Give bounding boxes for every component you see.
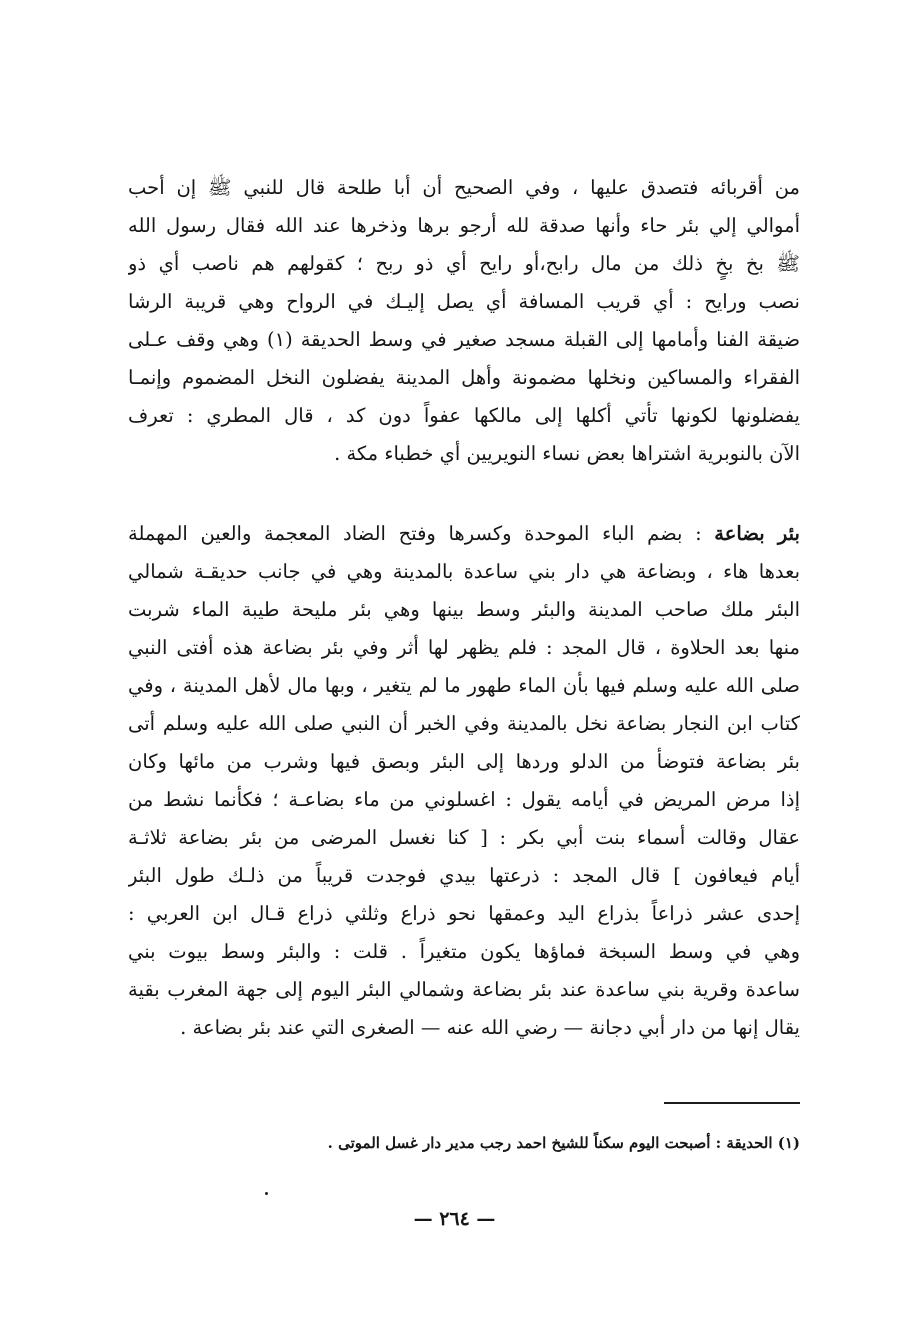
text-line: بئر بضاعة فتوضأ من الدلو وردها إلى البئر وبصق فيها وشرب من مائها وكان — [128, 750, 800, 773]
print-speck — [265, 1192, 268, 1195]
page-number: — ٢٦٤ — — [413, 1208, 496, 1230]
text-line: من أقربائه فتصدق عليها ، وفي الصحيح أن أبا طلحة قال للنبي ﷺ إن أحب — [128, 176, 800, 199]
text-line-with-heading — [128, 515, 800, 553]
text-line: إحدى عشر ذراعاً بذراع اليد وعمقها نحو ذراع وثلثي ذراع قـال ابن العربي : — [128, 902, 800, 925]
text-line: ﷺ بخ بخٍ ذلك من مال رابح،أو رايح أي ذو ربح ؛ كقولهم هم ناصب أي ذو — [128, 252, 800, 275]
text-line: صلى الله عليه وسلم فيها بأن الماء طهور ما لم يتغير ، وبها مال لأهل المدينة ، وفي — [128, 674, 800, 697]
text-line: يفضلونها لكونها تأتي أكلها إلى مالكها عفواً دون كد ، قال المطري : تعرف — [128, 404, 800, 427]
entry-heading: بئر بضاعة — [714, 522, 800, 545]
text-line: يقال إنها من دار أبي دجانة — رضي الله عنه — الصغرى التي عند بئر بضاعة . — [180, 1016, 800, 1039]
text-line: ضيقة الفنا وأمامها إلى القبلة مسجد صغير في وسط الحديقة (١) وهي وقف عـلى — [128, 328, 800, 351]
text-line: منها بعد الحلاوة ، قال المجد : فلم يظهر لها أثر وفي بئر بضاعة هذه أفتى النبي — [128, 636, 800, 659]
text-line: ساعدة وقرية بني ساعدة عند بئر بضاعة وشمالي البئر اليوم إلى جهة المغرب بقية — [128, 978, 800, 1001]
text-line: أيام فيعافون ] قال المجد : ذرعتها بيدي فوجدت قريباً من ذلـك طول البئر — [128, 864, 800, 887]
text-line: الآن بالنوبرية اشتراها بعض نساء النويريين أي خطباء مكة . — [334, 442, 800, 465]
footnote-divider — [664, 1102, 800, 1104]
text-line: كتاب ابن النجار بضاعة نخل بالمدينة وفي الخبر أن النبي صلى الله عليه وسلم أتى — [128, 712, 800, 735]
text-line: بعدها هاء ، وبضاعة هي دار بني ساعدة بالمدينة وهي في جانب حديقـة شمالي — [128, 560, 800, 583]
text-line: إذا مرض المريض في أيامه يقول : اغسلوني من ماء بضاعـة ؛ فكأنما نشط من — [128, 788, 800, 811]
text-line: عقال وقالت أسماء بنت أبي بكر : [ كنا نغسل المرضى من بئر بضاعة ثلاثـة — [128, 826, 800, 849]
text-line: نصب ورايح : أي قريب المسافة أي يصل إليـك في الرواح وهي قريبة الرشا — [128, 290, 800, 313]
paragraph-bir-ha — [128, 169, 800, 473]
entry-text: : بضم الباء الموحدة وكسرها وفتح الضاد المعجمة والعين المهملة — [128, 522, 715, 545]
paragraph-bir-budaa — [128, 515, 800, 1047]
text-line: وهي في وسط السبخة فماؤها يكون متغيراً . قلت : والبئر وسط بيوت بني — [128, 940, 800, 963]
text-line: أموالي إلي بئر حاء وأنها صدقة لله أرجو برها وذخرها عند الله فقال رسول الله — [128, 214, 800, 237]
footnote: (١) الحديقة : أصبحت اليوم سكناً للشيخ احمد رجب مدير دار غسل الموتى . — [327, 1134, 800, 1152]
text-line: الفقراء والمساكين ونخلها مضمونة وأهل المدينة يفضلون النخل المضموم وإنمـا — [128, 366, 800, 389]
text-line: البئر ملك صاحب المدينة والبئر وسط بينها وهي بئر مليحة طيبة الماء شربت — [128, 598, 800, 621]
